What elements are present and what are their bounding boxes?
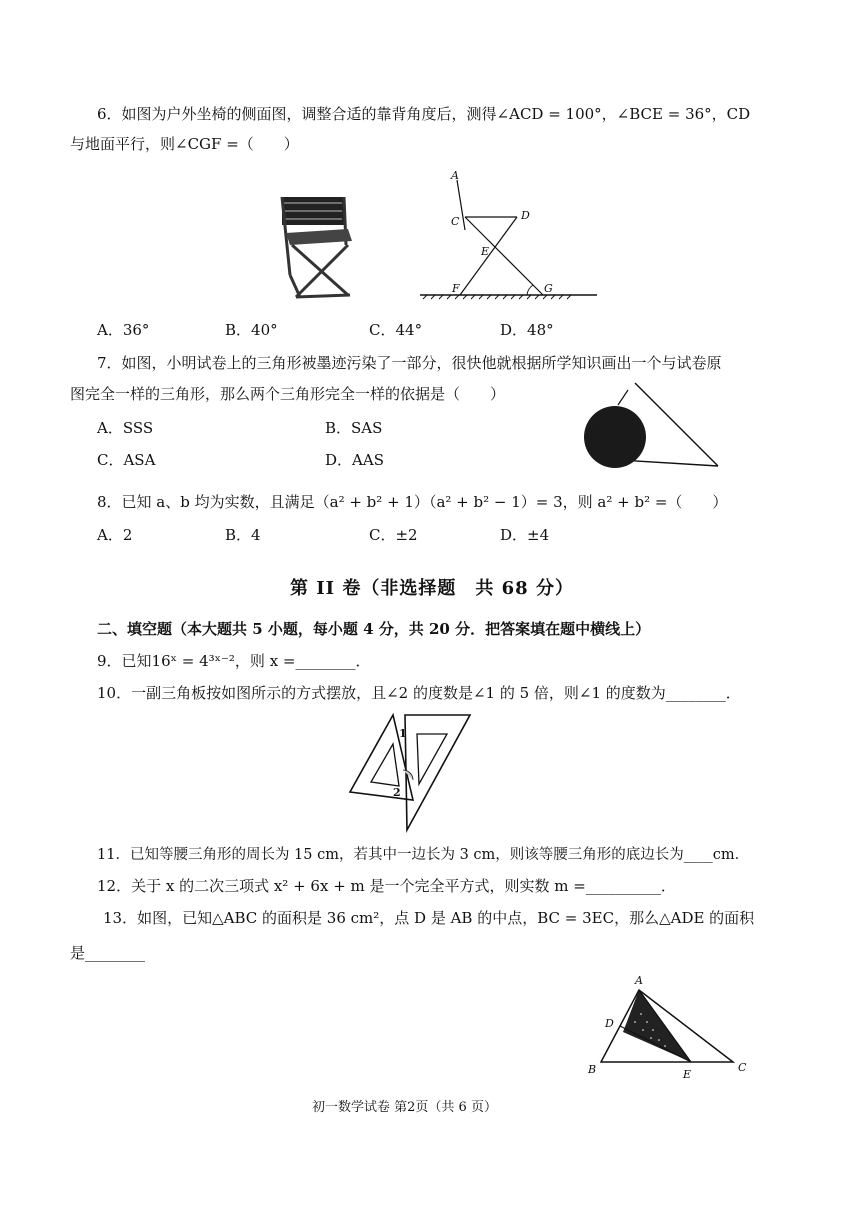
q8-option-b: B．4 xyxy=(225,526,261,544)
q12-text: 12．关于 x 的二次三项式 x² + 6x + m 是一个完全平方式，则实数 m =__________． xyxy=(97,877,676,895)
q6-option-d: D．48° xyxy=(500,321,554,339)
q8-option-c: C．±2 xyxy=(369,526,418,544)
q6-option-c: C．44° xyxy=(369,321,423,339)
q7-line2: 图完全一样的三角形，那么两个三角形完全一样的依据是（ ） xyxy=(70,385,506,403)
ink-blot xyxy=(584,406,646,468)
q6-label-c: C xyxy=(451,215,460,228)
q13-label-e: E xyxy=(683,1068,692,1080)
q6-line2: 与地面平行，则∠CGF =（ ） xyxy=(70,135,299,153)
q13-line1: 13．如图，已知△ABC 的面积是 36 cm²，点 D 是 AB 的中点，BC = 3EC，那么△ADE 的面积 xyxy=(103,909,755,927)
q13-label-a: A xyxy=(635,974,643,987)
q13-label-d: D xyxy=(605,1017,614,1030)
q6-label-a: A xyxy=(451,169,459,182)
angle-1-label: 1 xyxy=(399,727,407,740)
q8-option-a: A．2 xyxy=(97,526,133,544)
chair-image xyxy=(270,185,360,305)
q11-text: 11．已知等腰三角形的周长为 15 cm，若其中一边长为 3 cm，则该等腰三角形的底边长为____cm． xyxy=(97,847,750,863)
angle-2-label: 2 xyxy=(393,786,401,799)
q13-line2: 是________ xyxy=(70,944,146,962)
q6-label-d: D xyxy=(521,209,530,222)
q7-option-b: B．SAS xyxy=(325,419,383,437)
q13-label-c: C xyxy=(738,1061,747,1074)
q7-blotted-triangle-figure xyxy=(580,380,725,475)
q8-line1: 8．已知 a、b 均为实数，且满足（a² + b² + 1）（a² + b² − 1）= 3，则 a² + b² =（ ） xyxy=(97,493,728,511)
q6-label-f: F xyxy=(452,282,460,295)
q7-line1: 7．如图，小明试卷上的三角形被墨迹污染了一部分，很快他就根据所学知识画出一个与试卷原 xyxy=(97,354,722,372)
section-2-title: 第 II 卷（非选择题 共 68 分） xyxy=(290,578,574,599)
q13-triangle-abc-figure xyxy=(583,970,753,1080)
q10-line1: 10．一副三角板按如图所示的方式摆放，且∠2 的度数是∠1 的 5 倍，则∠1 的度数为________． xyxy=(97,684,741,702)
fill-in-section-heading: 二、填空题（本大题共 5 小题，每小题 4 分，共 20 分．把答案填在题中横线上） xyxy=(97,620,651,638)
q9-text: 9．已知16ˣ = 4³ˣ⁻²，则 x =________． xyxy=(97,652,371,670)
q6-option-a: A．36° xyxy=(97,321,150,339)
q6-option-b: B．40° xyxy=(225,321,278,339)
q6-label-e: E xyxy=(481,245,490,258)
q7-option-c: C．ASA xyxy=(97,451,156,469)
page-footer: 初一数学试卷 第2页（共 6 页） xyxy=(312,1100,497,1115)
q6-line1: 6．如图为户外坐椅的侧面图，调整合适的靠背角度后，测得∠ACD = 100°，∠BCE = 36°，CD xyxy=(97,105,751,123)
q10-set-squares-figure xyxy=(345,710,480,835)
q6-geometry-figure xyxy=(415,165,605,305)
q7-option-a: A．SSS xyxy=(97,419,154,437)
q8-option-d: D．±4 xyxy=(500,526,550,544)
q13-label-b: B xyxy=(588,1063,597,1076)
q6-label-g: G xyxy=(544,282,553,295)
q7-option-d: D．AAS xyxy=(325,451,384,469)
